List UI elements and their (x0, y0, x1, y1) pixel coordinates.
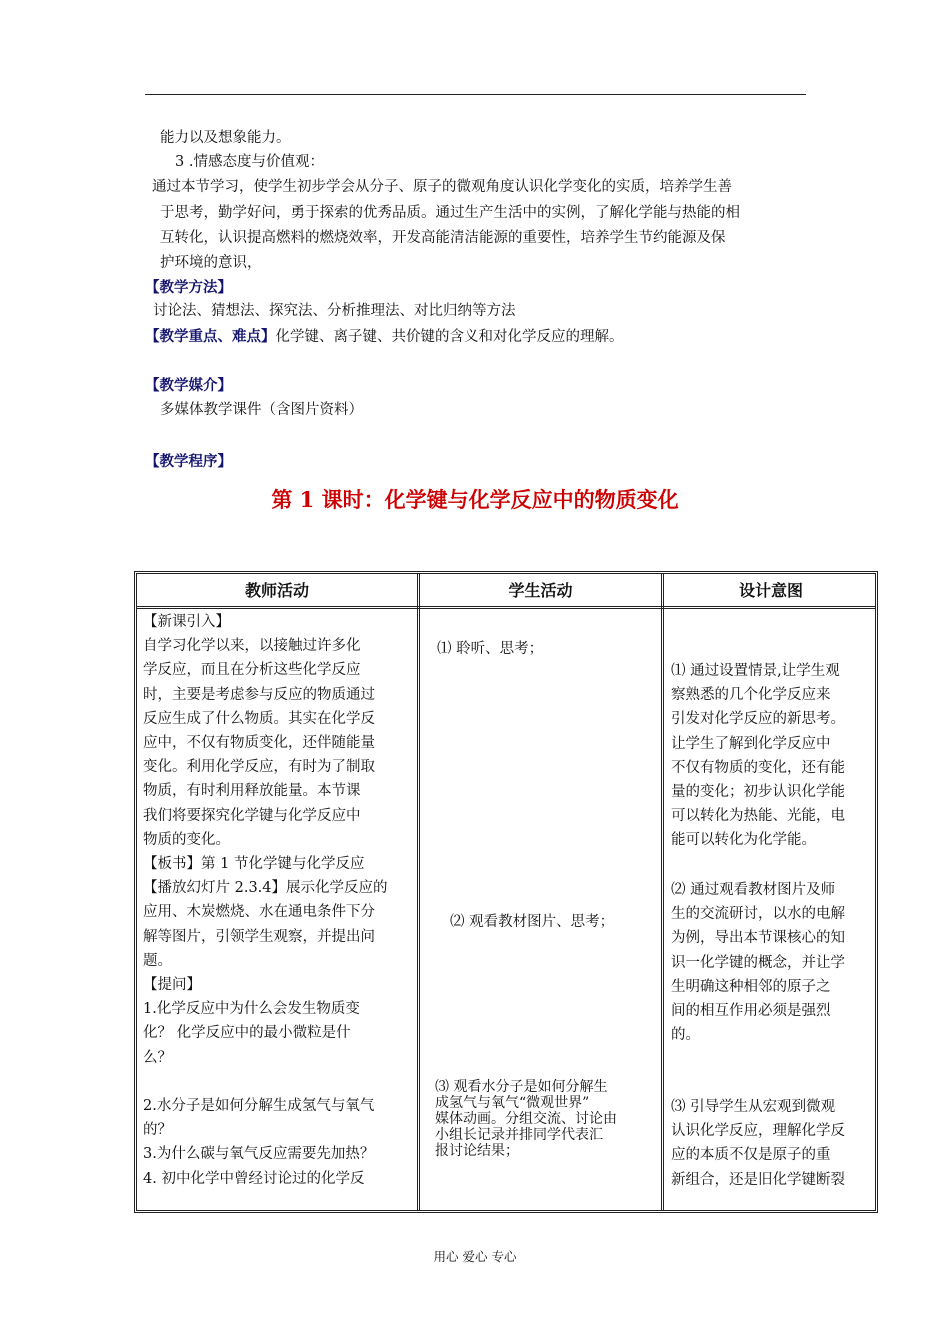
teacher-line: 变化。利用化学反应，有时为了制取 (143, 759, 375, 776)
teacher-line: 【新课引入】 (143, 614, 230, 630)
procedure-label: 【教学程序】 (145, 453, 232, 470)
teacher-line: 题。 (143, 952, 172, 969)
header-divider (137, 606, 875, 609)
focus-text: 化学键、离子键、共价键的含义和对化学反应的理解。 (275, 329, 624, 345)
teacher-line: 自学习化学以来，以接触过许多化 (143, 638, 361, 655)
column-divider (417, 574, 420, 1210)
student-line: 报讨论结果； (435, 1143, 519, 1159)
page-footer: 用心 爱心 专心 (433, 1249, 517, 1264)
design-line: 能可以转化为化学能。 (671, 832, 816, 849)
paragraph-line: 护环境的意识， (160, 255, 262, 271)
paragraph-line: 互转化，认识提高燃料的燃烧效率，开发高能清洁能源的重要性，培养学生节约能源及保 (160, 230, 726, 246)
teacher-line: 反应生成了什么物质。其实在化学反 (143, 710, 375, 727)
design-line: 察熟悉的几个化学反应来 (671, 687, 831, 704)
student-line: ⑶ 观看水分子是如何分解生 (435, 1079, 608, 1095)
attitude-heading: 3 .情感态度与价值观： (175, 154, 324, 170)
design-line: 生的交流研讨，以水的电解 (671, 906, 845, 923)
media-label: 【教学媒介】 (145, 377, 232, 394)
design-intent-1 (671, 659, 845, 853)
design-line: 不仅有物质的变化，还有能 (671, 759, 845, 776)
focus-line (145, 327, 624, 347)
header-design: 设计意图 (738, 581, 803, 600)
design-line: 生明确这种相邻的原子之 (671, 978, 831, 995)
teacher-line: 解等图片，引领学生观察，并提出问 (143, 928, 375, 945)
teacher-line: 1.化学反应中为什么会发生物质变 (143, 1001, 360, 1018)
design-line: 可以转化为热能、光能，电 (671, 808, 845, 825)
teacher-line: 应用、木炭燃烧、水在通电条件下分 (143, 904, 375, 921)
student-line: 小组长记录并排同学代表汇 (435, 1127, 603, 1143)
column-divider (661, 574, 664, 1210)
teacher-line: 么？ (143, 1049, 172, 1066)
teacher-line: 3.为什么碳与氧气反应需要先加热？ (143, 1146, 375, 1163)
student-activity-2: ⑵ 观看教材图片、思考； (450, 914, 615, 930)
teacher-line (143, 1070, 415, 1094)
teacher-activity-cell (143, 610, 415, 1191)
teacher-line: 物质，有时利用释放能量。本节课 (143, 783, 361, 800)
design-line: 识一化学键的概念，并让学 (671, 954, 845, 971)
teacher-line: 【提问】 (143, 977, 201, 994)
design-intent-2 (671, 878, 845, 1047)
lesson-title: 第 1 课时：化学键与化学反应中的物质变化 (271, 487, 679, 512)
header-student: 学生活动 (508, 581, 573, 600)
design-line: 的。 (671, 1027, 700, 1044)
design-line: ⑵ 通过观看教材图片及师 (671, 882, 836, 898)
design-line: 量的变化；初步认识化学能 (671, 784, 845, 801)
teacher-line: 学反应，而且在分析这些化学反应 (143, 662, 361, 679)
design-line: 应的本质不仅是原子的重 (671, 1147, 831, 1164)
design-intent-3 (671, 1095, 845, 1192)
teacher-line: 我们将要探究化学键与化学反应中 (143, 807, 361, 824)
header-teacher: 教师活动 (244, 581, 309, 600)
media-text: 多媒体教学课件（含图片资料） (160, 402, 363, 418)
student-line: 媒体动画。分组交流、讨论由 (435, 1111, 617, 1127)
design-line: 新组合，还是旧化学键断裂 (671, 1171, 845, 1188)
student-line: 成氢气与氧气“微观世界” (435, 1095, 590, 1111)
teacher-line: 2.水分子是如何分解生成氢气与氧气 (143, 1098, 375, 1115)
method-label: 【教学方法】 (145, 279, 232, 296)
teacher-line: 时，主要是考虑参与反应的物质通过 (143, 686, 375, 703)
design-line: ⑶ 引导学生从宏观到微观 (671, 1099, 836, 1115)
teacher-line: 【播放幻灯片 2.3.4】展示化学反应的 (143, 880, 388, 897)
design-line: 为例，导出本节课核心的知 (671, 930, 845, 947)
student-activity-3 (435, 1079, 617, 1159)
design-line: ⑴ 通过设置情景,让学生观 (671, 663, 840, 679)
teacher-line: 【板书】第 1 节化学键与化学反应 (143, 856, 365, 873)
design-line: 认识化学反应，理解化学反 (671, 1123, 845, 1140)
design-line: 间的相互作用必须是强烈 (671, 1003, 831, 1020)
student-activity-1: ⑴ 聆听、思考； (437, 641, 544, 657)
design-line: 引发对化学反应的新思考。 (671, 711, 845, 728)
intro-line: 能力以及想象能力。 (160, 130, 291, 146)
paragraph-line: 通过本节学习，使学生初步学会从分子、原子的微观角度认识化学变化的实质，培养学生善 (152, 179, 732, 195)
activity-table (134, 571, 878, 1213)
teacher-line: 物质的变化。 (143, 831, 230, 848)
teacher-line: 化？ 化学反应中的最小微粒是什 (143, 1025, 351, 1042)
focus-label: 【教学重点、难点】 (145, 328, 276, 345)
teacher-line: 4. 初中化学中曾经讨论过的化学反 (143, 1170, 365, 1187)
teacher-line: 应中，不仅有物质变化，还伴随能量 (143, 735, 375, 752)
method-text: 讨论法、猜想法、探究法、分析推理法、对比归纳等方法 (153, 303, 516, 319)
paragraph-line: 于思考，勤学好问，勇于探索的优秀品质。通过生产生活中的实例，了解化学能与热能的相 (160, 205, 740, 221)
teacher-line: 的？ (143, 1122, 172, 1139)
header-rule (145, 94, 806, 95)
design-line: 让学生了解到化学反应中 (671, 735, 831, 752)
